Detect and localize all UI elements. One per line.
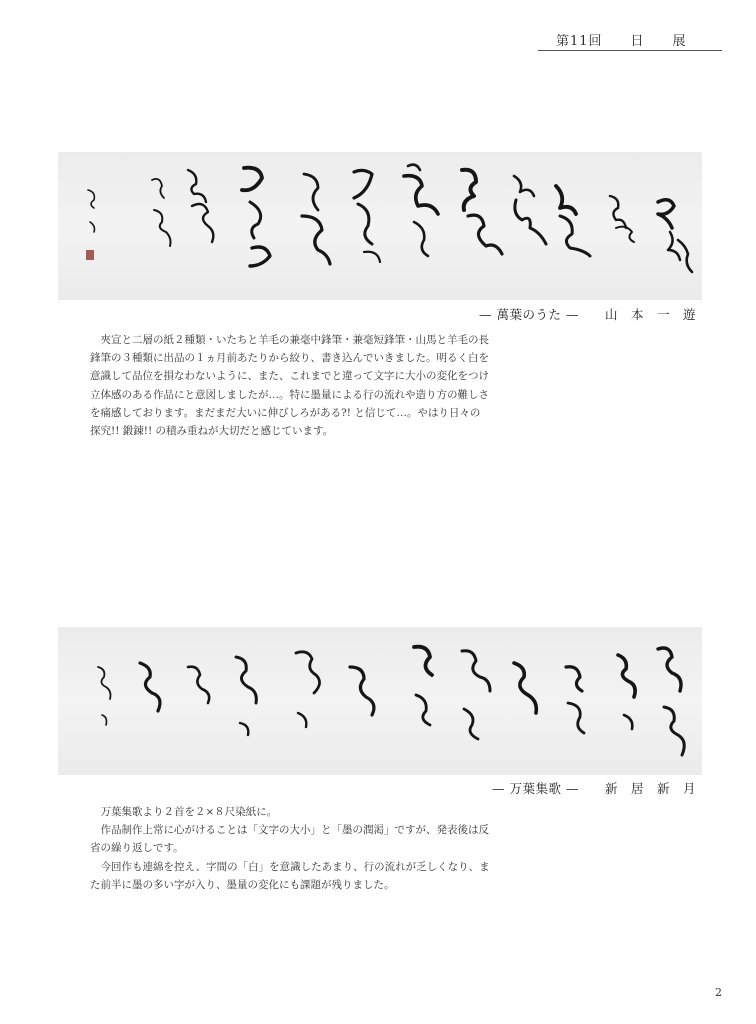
- page-header: [538, 28, 722, 51]
- description-paragraph: 今回作も連綿を控え、字間の「白」を意識したあまり、行の流れが乏しくなり、また前半に墨の多い字が入り、墨量の変化にも課題が残りました。: [90, 860, 490, 891]
- description-paragraph: 作品制作上常に心がけることは「文字の大小」と「墨の潤渇」ですが、発表後は反省の繰り返しです。: [90, 824, 489, 855]
- artwork-2-description: [90, 803, 490, 894]
- exhibition-title: 第11回 日 展: [556, 34, 687, 49]
- artwork-2-caption: — 万葉集歌 — 新 居 新 月: [492, 781, 696, 796]
- description-paragraph: 万葉集歌より２首を２×８尺染紙に。: [100, 806, 278, 818]
- calligraphy-image-2: [58, 627, 702, 775]
- calligraphy-image-1: [58, 152, 702, 300]
- calligraphy-artwork-1: [58, 152, 702, 300]
- calligraphy-artwork-2: [58, 627, 702, 775]
- page-number: 2: [715, 986, 722, 999]
- artwork-1-description: [90, 331, 490, 440]
- artwork-1-caption: — 萬葉のうた — 山 本 一 遊: [479, 307, 696, 322]
- description-paragraph: 夾宣と二層の紙２種類・いたちと羊毛の兼毫中鋒筆・兼毫短鋒筆・山馬と羊毛の長鋒筆の３種類に出品の１ヵ月前あたりから絞り、書き込んでいきました。明るく白を意識して品位を損なわないように、また、これまでと違って文字に大小の変化をつけ立体感のある作品にと意図しましたが…。特に墨量による行の流れや造り方の難しさを痛感しております。まだまだ大いに伸びしろがある?! と信じて…。やはり日々の探究!! 鍛錬!! の積み重ねが大切だと感じています。: [90, 334, 489, 438]
